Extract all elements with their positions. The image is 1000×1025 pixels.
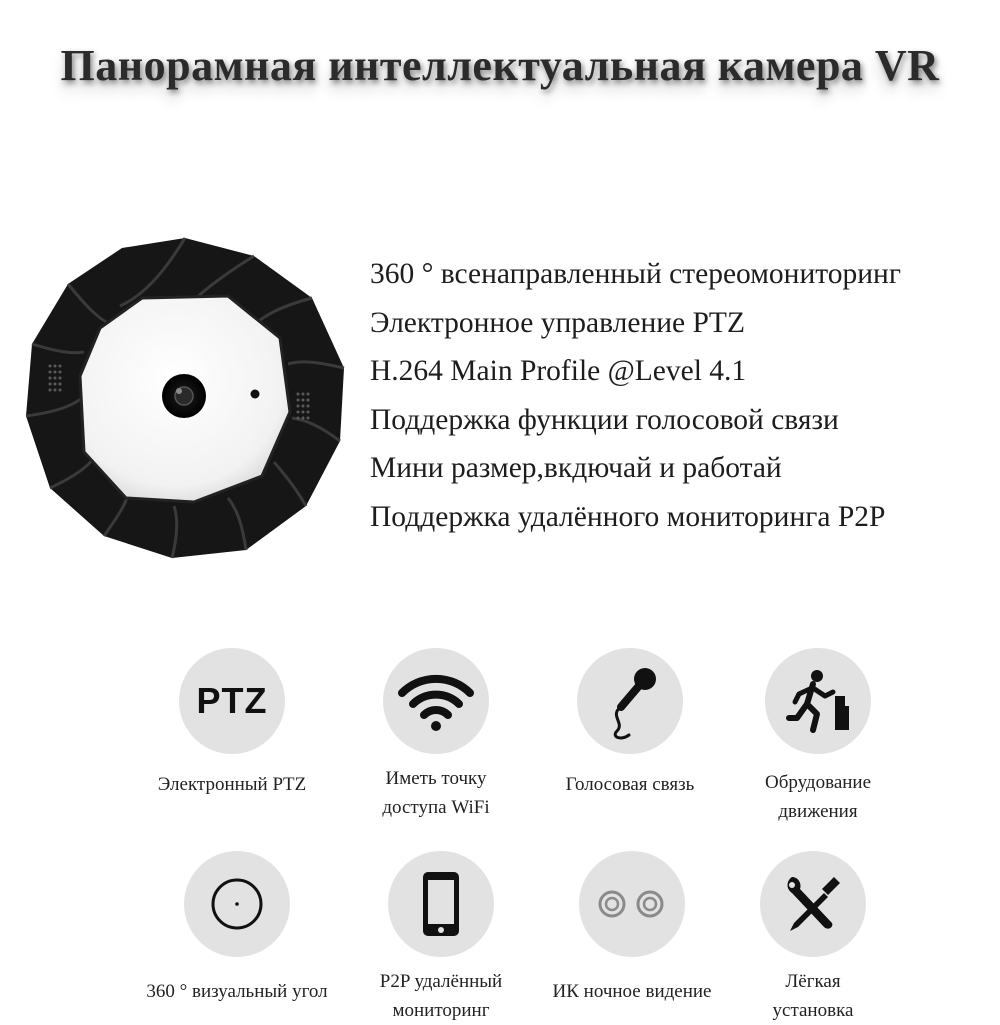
icon-label (723, 768, 913, 826)
feature-item: H.264 Main Profile @Level 4.1 (370, 355, 747, 387)
tools-icon (760, 851, 866, 957)
icon-tile-360 (142, 851, 332, 1006)
feature-item: Мини размер,вкдючай и работай (370, 452, 782, 484)
feature-item: 360 ° всенаправленный стереомониторинг (370, 258, 901, 290)
icon-tile-p2p (346, 851, 536, 1025)
icon-label-line: Иметь точку (385, 768, 487, 789)
infrared-icon (579, 851, 685, 957)
icon-label-line: Лёгкая (785, 971, 841, 992)
icon-tile-install (718, 851, 908, 1025)
icon-tile-ir (537, 851, 727, 1006)
icon-label-line: установка (772, 1000, 854, 1021)
icon-label-line: Обрудование (764, 772, 872, 793)
icon-label (535, 770, 725, 799)
icon-label (346, 967, 536, 1025)
icon-tile-voice (535, 648, 725, 799)
icon-label-line: мониторинг (392, 1000, 490, 1021)
icon-label-line: ИК ночное видение (552, 981, 712, 1002)
icon-label (137, 770, 327, 799)
icon-tile-motion (723, 648, 913, 826)
icon-label (718, 967, 908, 1025)
running-man-icon (765, 648, 871, 754)
smartphone-icon (388, 851, 494, 957)
feature-item: Электронное управление PTZ (370, 306, 745, 339)
page-title: Панорамная интеллектуальная камера VR (60, 41, 940, 90)
icon-label-line: 360 ° визуальный угол (146, 981, 328, 1002)
icon-tile-ptz (137, 648, 327, 799)
icon-label (107, 977, 367, 1006)
icon-tile-wifi (341, 648, 531, 822)
circle-360-icon (184, 851, 290, 957)
icon-label-line: P2P удалённый (379, 971, 503, 992)
icon-label-line: Голосовая связь (565, 774, 695, 795)
icon-label-line: движения (778, 801, 858, 822)
wifi-icon (383, 648, 489, 754)
icon-label (517, 977, 747, 1006)
ptz-icon (179, 648, 285, 754)
icon-label-line: Электронный PTZ (157, 774, 307, 795)
ptz-icon-text: PTZ (196, 680, 268, 721)
icon-label-line: доступа WiFi (382, 797, 490, 818)
feature-item: Поддержка удалённого мониторинга P2P (370, 500, 886, 533)
feature-item: Поддержка функции голосовой связи (370, 403, 839, 436)
icon-label (341, 764, 531, 822)
microphone-icon (577, 648, 683, 754)
